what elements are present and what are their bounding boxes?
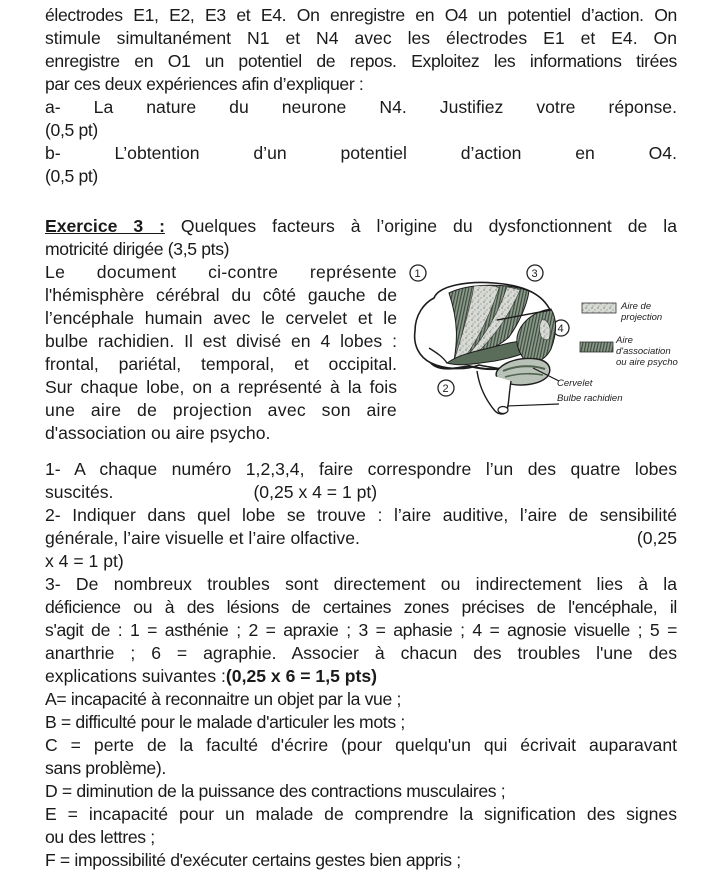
brain-diagram	[399, 253, 689, 423]
explanation-e: E = incapacité pour un malade de comprendre la signification des signes	[45, 804, 677, 824]
description-line: d'association ou aire psycho.	[45, 423, 271, 443]
exercise3-heading: Exercice 3 :	[45, 216, 165, 236]
q3-line: anarthrie ; 6 = agraphie. Associer à chacun des troubles l'une des	[45, 643, 677, 663]
exercise3-title-rest: Quelques facteurs à l’origine du dysfonctionnent de la	[164, 216, 677, 236]
explanation-a: A= incapacité à reconnaitre un objet par la vue ;	[45, 689, 401, 709]
description-line: Le document ci-contre représente	[45, 262, 397, 282]
q2-line3: x 4 = 1 pt)	[45, 551, 124, 571]
intro-line-1: électrodes E1, E2, E3 et E4. On enregistre en O4 un potentiel d’action. On	[45, 5, 677, 25]
q3-line: s'agit de : 1 = asthénie ; 2 = apraxie ; 3 = aphasie ; 4 = agnosie visuelle ; 5 =	[45, 620, 677, 640]
explanation-b: B = difficulté pour le malade d'articuler les mots ;	[45, 712, 405, 732]
description-line: une aire de projection avec son aire	[45, 400, 397, 420]
exercise3-title-line2: motricité dirigée (3,5 pts)	[45, 239, 230, 259]
description-line: l'hémisphère cérébral du côté gauche de	[45, 285, 397, 305]
explanation-d: D = diminution de la puissance des contractions musculaires ;	[45, 781, 506, 801]
svg-text:ou aire psycho: ou aire psycho	[616, 357, 678, 368]
q1-points: (0,25 x 4 = 1 pt)	[253, 482, 378, 502]
description-with-figure	[45, 261, 677, 445]
exercise3-title	[45, 215, 677, 238]
q1-line1: 1- A chaque numéro 1,2,3,4, faire correspondre l’un des quatre lobes	[45, 459, 677, 479]
svg-text:projection: projection	[621, 312, 663, 323]
intro-line-3: enregistre en O1 un potentiel de repos. Exploitez les informations tirées	[45, 51, 677, 71]
question-b: b- L’obtention d’un potentiel d’action en O4.	[45, 143, 677, 163]
question-a-label: a-	[45, 97, 61, 117]
svg-text:Aire de: Aire de	[621, 301, 652, 312]
description-text	[45, 261, 397, 445]
svg-text:Aire: Aire	[616, 335, 633, 346]
q3-points: (0,25 x 6 = 1,5 pts)	[225, 666, 378, 686]
svg-text:4: 4	[557, 323, 564, 335]
q3-last-line: explications suivantes :(0,25 x 6 = 1,5 pts)	[45, 666, 378, 686]
description-line: bulbe rachidien. Il est divisé en 4 lobes :	[45, 331, 397, 351]
question-a: a- La nature du neurone N4. Justifiez votre réponse.	[45, 97, 677, 117]
q3-line: 3- De nombreux troubles sont directement ou indirectement lies à la	[45, 574, 677, 594]
description-line: Sur chaque lobe, on a représenté à la fois	[45, 377, 397, 397]
label-number-1	[410, 265, 426, 281]
intro-line-4: par ces deux expériences afin d’expliquer :	[45, 74, 364, 94]
q2-line1: 2- Indiquer dans quel lobe se trouve : l’aire auditive, l’aire de sensibilité	[45, 505, 677, 525]
explanation-c-cont: sans problème).	[45, 758, 166, 778]
legend-association	[580, 335, 678, 368]
description-line: l’encéphale humain avec le cervelet et le	[45, 308, 397, 328]
svg-text:3: 3	[531, 268, 538, 280]
explanation-c: C = perte de la faculté d'écrire (pour quelqu'un qui écrivait auparavant	[45, 735, 677, 755]
svg-text:2: 2	[442, 383, 449, 395]
description-line: frontal, pariétal, temporal, et occipital.	[45, 354, 397, 374]
q3-line: déficience ou à des lésions de certaines zones précises de l'encéphale, il	[45, 597, 677, 617]
legend-projection	[582, 301, 662, 323]
label-number-3	[527, 265, 543, 281]
explanation-f: F = impossibilité d'exécuter certains gestes bien appris ;	[45, 850, 461, 870]
brain-figure	[397, 261, 677, 431]
q2-points: (0,25	[636, 528, 677, 548]
label-number-2	[438, 380, 454, 396]
q1-line2: suscités. (0,25 x 4 = 1 pt)	[45, 482, 378, 502]
intro-line-2: stimule simultanément N1 et N4 avec les électrodes E1 et E4. On	[45, 28, 677, 48]
label-bulbe-rachidien: Bulbe rachidien	[557, 393, 623, 404]
question-b-points: (0,5 pt)	[45, 166, 98, 186]
question-a-points: (0,5 pt)	[45, 120, 98, 140]
document-page	[45, 4, 677, 872]
svg-text:d'association: d'association	[616, 346, 671, 357]
explanation-e-cont: ou des lettres ;	[45, 827, 155, 847]
svg-text:1: 1	[414, 268, 421, 280]
question-b-label: b-	[45, 143, 61, 163]
label-cervelet: Cervelet	[557, 378, 593, 389]
q2-line2: générale, l’aire visuelle et l’aire olfactive. (0,25	[45, 528, 677, 548]
